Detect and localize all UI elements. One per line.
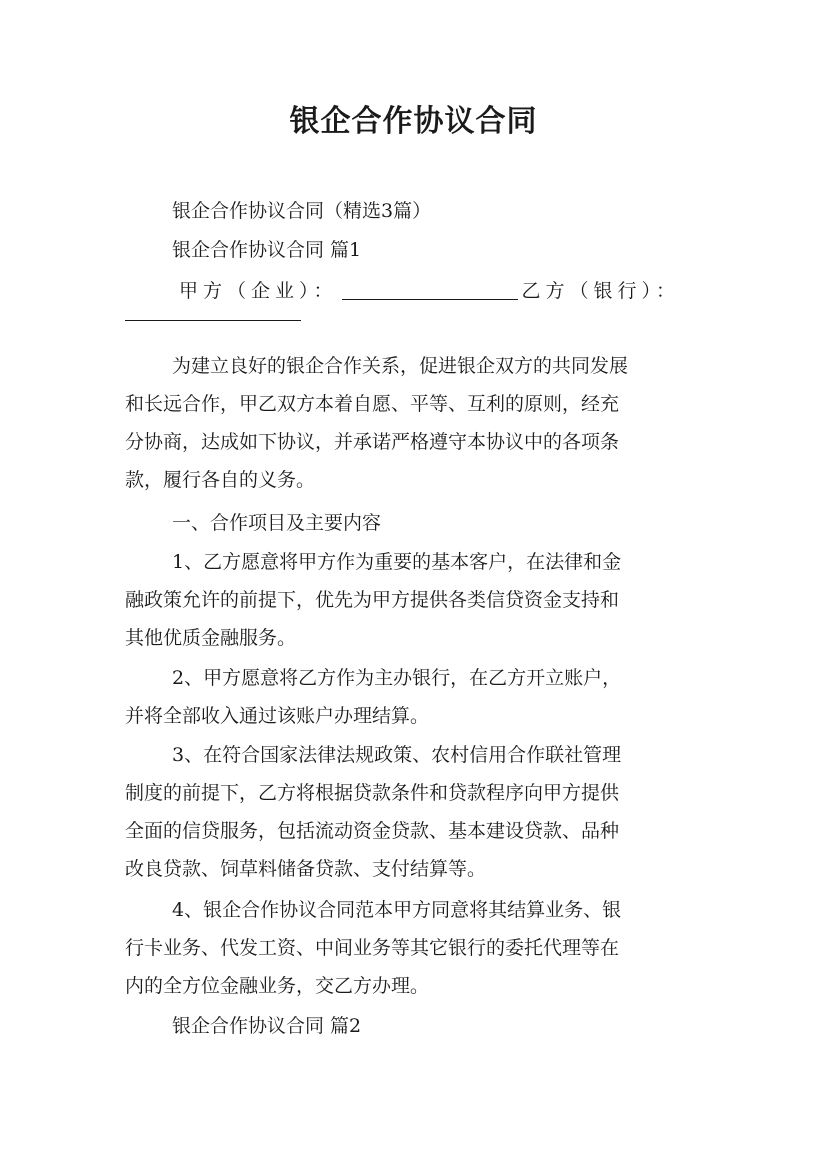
item4-line-2: 行卡业务、代发工资、中间业务等其它银行的委托代理等在 [125, 937, 620, 959]
item3-line-2: 制度的前提下，乙方将根据贷款条件和贷款程序向甲方提供 [125, 782, 620, 804]
party-b-blank [125, 320, 301, 321]
item3-line-1: 3、在符合国家法律法规政策、农村信用合作联社管理 [172, 744, 622, 766]
item2-line-2: 并将全部收入通过该账户办理结算。 [125, 705, 430, 727]
section1-heading: 银企合作协议合同 篇1 [172, 239, 362, 261]
item1-line-1: 1、乙方愿意将甲方作为重要的基本客户，在法律和金 [172, 551, 622, 573]
item3-line-4: 改良贷款、饲草料储备贷款、支付结算等。 [125, 858, 487, 880]
intro-line-4: 款，履行各自的义务。 [125, 469, 316, 491]
document-title: 银企合作协议合同 [289, 104, 538, 139]
intro-line-1: 为建立良好的银企合作关系，促进银企双方的共同发展 [172, 355, 629, 377]
party-a-blank [342, 275, 518, 300]
item2-line-1: 2、甲方愿意将乙方作为主办银行，在乙方开立账户， [172, 667, 622, 689]
intro-line-2: 和长远合作，甲乙双方本着自愿、平等、互利的原则，经充 [125, 393, 620, 415]
item1-line-3: 其他优质金融服务。 [125, 627, 297, 649]
item3-line-3: 全面的信贷服务，包括流动资金贷款、基本建设贷款、品种 [125, 820, 620, 842]
item4-line-1: 4、银企合作协议合同范本甲方同意将其结算业务、银 [172, 899, 622, 921]
item1-line-2: 融政策允许的前提下，优先为甲方提供各类信贷资金支持和 [125, 589, 620, 611]
party-a-label: 甲方（企业）： [179, 280, 338, 302]
party-line [125, 272, 703, 310]
clause-heading: 一、合作项目及主要内容 [172, 512, 382, 534]
party-b-label: 乙方（银行）： [521, 280, 681, 302]
item4-line-3: 内的全方位金融业务，交乙方办理。 [125, 975, 430, 997]
intro-line-3: 分协商，达成如下协议，并承诺严格遵守本协议中的各项条 [125, 431, 620, 453]
document-subtitle: 银企合作协议合同（精选3篇） [172, 200, 432, 222]
section2-heading: 银企合作协议合同 篇2 [172, 1015, 362, 1037]
